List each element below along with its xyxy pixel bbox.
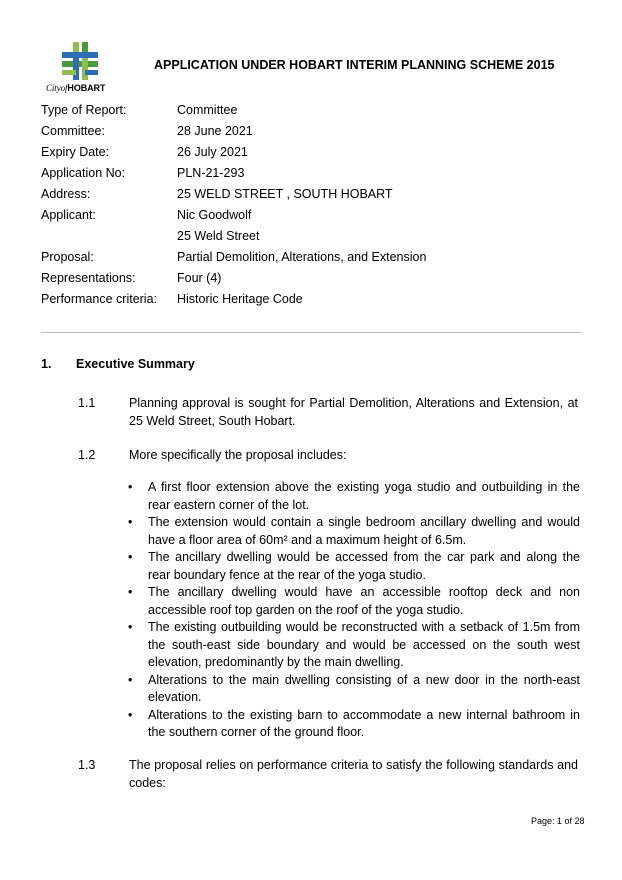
detail-value: PLN-21-293 xyxy=(177,166,245,180)
list-item: • Alterations to the main dwelling consisting of a new door in the north-east elevation. xyxy=(128,672,580,704)
list-item: • The ancillary dwelling would be accessed from the car park and along the rear boundary fence at the rear of the yoga studio. xyxy=(128,550,580,582)
section-heading xyxy=(41,357,195,371)
detail-value xyxy=(177,205,561,247)
hobart-logo-icon xyxy=(62,42,98,80)
paragraph-text: Planning approval is sought for Partial Demolition, Alterations and Extension, at 25 Weld Street, South Hobart. xyxy=(129,396,578,428)
detail-value: Committee xyxy=(177,103,238,117)
page-number: Page: 1 of 28 xyxy=(531,816,585,826)
detail-label: Type of Report: xyxy=(41,103,127,117)
applicant-address: 25 Weld Street xyxy=(177,229,260,243)
bullet-icon: • xyxy=(128,707,133,722)
detail-row-proposal xyxy=(41,247,561,268)
detail-row-representations xyxy=(41,268,561,289)
section-number: 1. xyxy=(41,357,52,371)
list-item: • The ancillary dwelling would have an accessible rooftop deck and non accessible roof top garden on the roof of the yoga studio. xyxy=(128,585,580,617)
paragraph-text: More specifically the proposal includes: xyxy=(129,448,347,462)
bullet-icon: • xyxy=(128,620,133,634)
bullet-icon: • xyxy=(128,480,133,494)
detail-value: 26 July 2021 xyxy=(177,145,248,159)
divider xyxy=(41,332,581,333)
list-item: • A first floor extension above the existing yoga studio and outbuilding in the rear eastern corner of the lot. xyxy=(128,480,580,512)
logo-wordmark: CityofHOBART xyxy=(46,83,106,93)
detail-row-application-no xyxy=(41,163,561,184)
detail-value: 25 WELD STREET , SOUTH HOBART xyxy=(177,187,393,201)
detail-value: 28 June 2021 xyxy=(177,124,253,138)
detail-label: Performance criteria: xyxy=(41,292,158,306)
bullet-icon: • xyxy=(128,672,133,687)
detail-row-type xyxy=(41,100,561,121)
detail-value: Historic Heritage Code xyxy=(177,292,303,306)
detail-row-address xyxy=(41,184,561,205)
detail-label: Proposal: xyxy=(41,250,94,264)
city-of-hobart-logo xyxy=(42,42,120,98)
detail-row-expiry xyxy=(41,142,561,163)
bullet-icon: • xyxy=(128,550,133,564)
applicant-name: Nic Goodwolf xyxy=(177,208,252,222)
detail-label: Address: xyxy=(41,187,91,201)
paragraph-number: 1.2 xyxy=(78,448,96,462)
detail-label: Applicant: xyxy=(41,208,96,222)
detail-label: Committee: xyxy=(41,124,105,138)
detail-row-committee xyxy=(41,121,561,142)
report-details xyxy=(41,100,561,310)
detail-value: Four (4) xyxy=(177,271,222,285)
paragraph-1-1 xyxy=(78,394,578,430)
section-title: Executive Summary xyxy=(76,357,195,371)
detail-row-applicant xyxy=(41,205,561,247)
detail-label: Application No: xyxy=(41,166,126,180)
paragraph-1-2 xyxy=(78,446,578,464)
detail-label: Expiry Date: xyxy=(41,145,110,159)
page-title: APPLICATION UNDER HOBART INTERIM PLANNING SCHEME 2015 xyxy=(154,58,555,72)
detail-row-performance-criteria xyxy=(41,289,561,310)
paragraph-1-3 xyxy=(78,756,578,792)
list-item: • Alterations to the existing barn to accommodate a new internal bathroom in the southern corner of the ground floor. xyxy=(128,707,580,739)
detail-value: Partial Demolition, Alterations, and Extension xyxy=(177,250,427,264)
paragraph-number: 1.1 xyxy=(78,396,96,410)
paragraph-text: The proposal relies on performance criteria to satisfy the following standards and codes: xyxy=(129,758,578,790)
paragraph-number: 1.3 xyxy=(78,758,96,772)
bullet-icon: • xyxy=(128,585,133,599)
detail-label: Representations: xyxy=(41,271,136,285)
list-item: • The extension would contain a single bedroom ancillary dwelling and would have a floor area of 60m² and a maximum height of 6.5m. xyxy=(128,515,580,547)
list-item: • The existing outbuilding would be reconstructed with a setback of 1.5m from the south-east side boundary and would be accessed on the south west elevation, predominantly by the main dwelling. xyxy=(128,620,580,669)
bullet-icon: • xyxy=(128,515,133,529)
proposal-bullet-list xyxy=(128,479,580,742)
